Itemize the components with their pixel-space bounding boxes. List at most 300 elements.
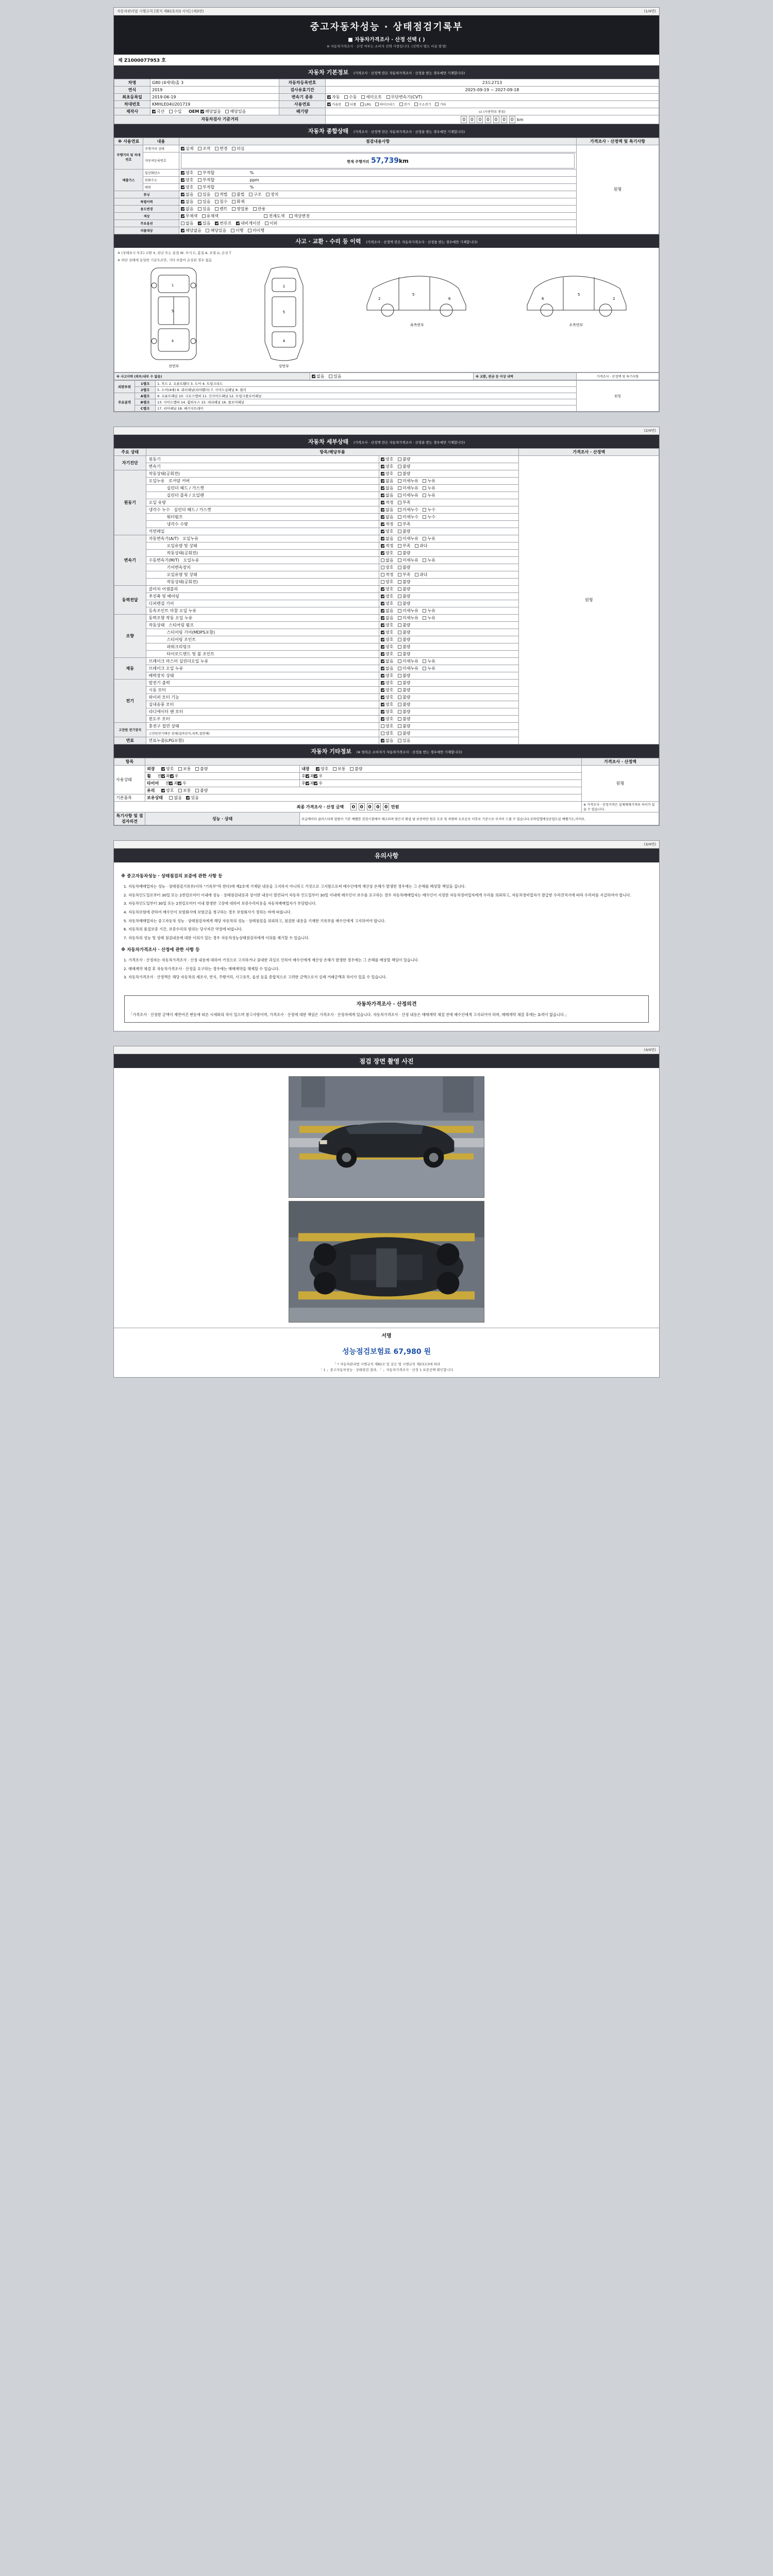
label-maker: 제작사: [114, 108, 150, 115]
checkbox-fuelleak-yes[interactable]: [398, 739, 401, 742]
value-main-options: 없음 있음 썬루프 내비게이션 이외: [179, 219, 577, 227]
checkbox-cylblock-minor[interactable]: [398, 494, 401, 497]
checkbox-glass-bad[interactable]: [195, 789, 199, 792]
checkbox-mtleak-minor[interactable]: [398, 558, 401, 562]
checkbox-atleak-none[interactable]: [381, 537, 384, 540]
damage-diagram: [114, 248, 659, 373]
checkbox-steerpump-bad[interactable]: [398, 623, 401, 627]
checkbox-wiper-ok[interactable]: [381, 696, 384, 699]
checkbox-atoil-low[interactable]: [398, 544, 401, 548]
checkbox-usage-government[interactable]: [253, 207, 257, 211]
item-steering-pump: 작동상태 스티어링 펌프: [146, 622, 379, 629]
checkbox-fuelleak-none[interactable]: [381, 739, 384, 742]
checkbox-fuel-gasoline[interactable]: [327, 103, 331, 106]
checkbox-atoil-ok[interactable]: [381, 544, 384, 548]
total-price-label: 최종 가격조사 · 산정 금액: [296, 805, 344, 810]
label-inspection-valid: 검사유효기간: [279, 86, 326, 93]
checkbox-gearshift-bad[interactable]: [398, 566, 401, 569]
svg-text:5: 5: [282, 310, 285, 315]
checkbox-special-fire[interactable]: [232, 200, 236, 204]
checkbox-powerlink-bad[interactable]: [398, 645, 401, 649]
group-high-voltage: 고전원 전기장치: [114, 723, 146, 737]
mileage-digit: 0: [485, 116, 491, 123]
total-digit: 0: [350, 803, 357, 810]
checkbox-mileage-actual[interactable]: [181, 147, 184, 150]
checkbox-mileage-tampered[interactable]: [198, 147, 201, 150]
checkbox-glass-good[interactable]: [161, 789, 165, 792]
checkbox-wheel-front-left[interactable]: [161, 774, 165, 778]
checkbox-starter-ok[interactable]: [381, 688, 384, 692]
checkbox-radfan-ok[interactable]: [381, 710, 384, 714]
page-2: [113, 427, 660, 826]
checkbox-tire-rear-right[interactable]: [314, 782, 317, 785]
checkbox-basic-yes[interactable]: [186, 796, 190, 800]
checkbox-color-achromatic[interactable]: [181, 214, 184, 218]
notice-item: 2. 자동차인도일로부터 30일 또는 2천킬로미터 이내에 성능 · 상태점검내용과 상이한 내용이 발견되어 자동차 인도일부터 30일 이내에 매수인이 보수를 요구하는 경우 자동차매매업자는 매수인이 지정한 자동차정비업자에게 수리를 의뢰하고, 자동차정비업자가 발급한 수리견적서에 따라 수리비를 지급하여야 합니다.: [128, 892, 652, 899]
checkbox-recall-done[interactable]: [231, 229, 234, 232]
checkbox-transmission-auto[interactable]: [327, 95, 331, 99]
diagram-note-1: ※ (상태표시 부호) 교환 X, 판금 또는 용접 W, 부식 C, 흠집 A, 요철 U, 손상 T: [117, 250, 231, 255]
checkbox-maker-domestic[interactable]: [152, 110, 156, 113]
checkbox-propshaft-bad[interactable]: [398, 595, 401, 598]
checkbox-tuning-device[interactable]: [266, 193, 270, 196]
value-water-pump: 없음 미세누수 누수: [379, 514, 519, 521]
total-digit: 0: [359, 803, 365, 810]
checkbox-gearshift-ok[interactable]: [381, 566, 384, 569]
checkbox-hvwiring-ok[interactable]: [381, 732, 384, 735]
col-other-item: 항목: [114, 758, 145, 766]
checkbox-tuning-yes[interactable]: [198, 193, 201, 196]
value-cyl-head: 없음 미세누유 누유: [379, 485, 519, 492]
checkbox-co-fail[interactable]: [198, 171, 201, 175]
checkbox-hc-ok[interactable]: [181, 178, 184, 182]
group-self-diagnosis: 자기진단: [114, 456, 146, 470]
checkbox-waterpump-minor[interactable]: [398, 515, 401, 519]
checkbox-smoke-ok[interactable]: [181, 185, 184, 189]
item-oil-level: 오일 유량: [146, 499, 379, 506]
value-gear-shift: 양호 불량: [379, 564, 519, 571]
item-alternator: 발전기 출력: [146, 680, 379, 687]
group-engine: 원동기: [114, 470, 146, 535]
mileage-unit: km: [517, 117, 524, 122]
rank-a: A랭크: [135, 393, 156, 399]
checkbox-windowmotor-ok[interactable]: [381, 717, 384, 721]
top-strip: [114, 8, 659, 15]
checkbox-atoil-high[interactable]: [415, 544, 418, 548]
checkbox-coolanthead-none[interactable]: [381, 508, 384, 512]
value-booster: 양호 불량: [379, 672, 519, 680]
row-glass: 유리 양호 보통 불량: [145, 787, 582, 794]
checkbox-recall-yes[interactable]: [206, 229, 209, 232]
value-vin: KMHLE04U201719: [150, 100, 279, 108]
value-smoke: 양호 부적합 %: [179, 183, 577, 191]
item-cyl-block: 실린더 블록 / 오일팬: [146, 492, 379, 499]
figure-caption: 전면부: [169, 364, 179, 369]
opinion-text: 보급에미터 클러스터의 말씀이 기본 예뻘한 검검시점에서 체크되며 맞은지 확실 낯 보증하단 원호 도로 및 차량의 도로운로 이후로 기준으로 부서이 드릴 수 있습니다.모바일앱에성공업도실 예뻘기도,아미로.: [300, 812, 659, 825]
checkbox-mtoil-ok[interactable]: [381, 573, 384, 577]
value-special-history: 없음 있음 침수 화재: [179, 198, 577, 205]
checkbox-interior-bad[interactable]: [350, 767, 354, 771]
page-number-4: (4/4면): [644, 1048, 656, 1053]
checkbox-accident-yes[interactable]: [329, 375, 332, 378]
checkbox-tuning-illegal[interactable]: [232, 193, 236, 196]
item-mt-idle: 작동상태(공회전): [146, 579, 379, 586]
checkbox-trans-diag-ok[interactable]: [381, 465, 384, 468]
checkbox-wheel-front-right[interactable]: [170, 774, 174, 778]
checkbox-mtoil-high[interactable]: [415, 573, 418, 577]
checkbox-waterpump-none[interactable]: [381, 515, 384, 519]
checkbox-mtleak-leak[interactable]: [423, 558, 426, 562]
notice-list-1: [128, 884, 652, 941]
checkbox-accident-none[interactable]: [312, 375, 315, 378]
checkbox-options-yes[interactable]: [198, 222, 201, 225]
checkbox-starter-bad[interactable]: [398, 688, 401, 692]
item-mileage-state: 주행거리 상태: [143, 145, 179, 152]
checkbox-fuel-hydrogen[interactable]: [414, 103, 418, 106]
value-current-mileage: [179, 152, 577, 169]
checkbox-steergear-ok[interactable]: [381, 631, 384, 634]
checkbox-psleak-minor[interactable]: [398, 616, 401, 620]
checkbox-basic-none[interactable]: [169, 796, 173, 800]
checkbox-color-fullrepaint[interactable]: [264, 214, 267, 218]
checkbox-tuning-structure[interactable]: [249, 193, 253, 196]
checkbox-usage-rent[interactable]: [215, 207, 219, 211]
checkbox-wheel-rear-right[interactable]: [314, 774, 317, 778]
value-mileage-state: 실제 조작 변경 의심: [179, 145, 577, 152]
item-usage-change: 용도변경: [114, 205, 179, 212]
figure-caption: 우측면부: [569, 323, 583, 328]
checkbox-rocker-minor[interactable]: [398, 479, 401, 483]
checkbox-co-ok[interactable]: [181, 171, 184, 175]
item-coolant-head: 냉각수 누수 실린더 헤드 / 가스켓: [146, 506, 379, 514]
item-at-oil-qty: 오일유량 및 상태: [146, 543, 379, 550]
checkbox-atidle-ok[interactable]: [381, 551, 384, 555]
item-smoke: 매연: [143, 183, 179, 191]
total-price-note: ※ 가격조사 · 산정가격은 실제매매가격과 차이가 있을 수 있습니다.: [582, 802, 659, 812]
checkbox-oillevel-low[interactable]: [398, 501, 401, 504]
checkbox-recall-none[interactable]: [181, 229, 184, 232]
checkbox-exterior-good[interactable]: [161, 767, 165, 771]
value-window-motor: 양호 불량: [379, 716, 519, 723]
notice-item: 1. 가격조사 · 산정자는 자동차가격조사 · 산정 내용에 대하여 거짓으로 고지하거나 중대한 과실로 인하여 매수인에게 재산상 손해가 발생한 경우에는 그 손해를 배상할 책임이 있습니다.: [128, 957, 652, 964]
checkbox-transmission-manual[interactable]: [344, 95, 348, 99]
value-steering-pump: 양호 불량: [379, 622, 519, 629]
item-propshaft: 추진축 및 베어링: [146, 593, 379, 600]
checkbox-waterpump-leak[interactable]: [423, 515, 426, 519]
checkbox-engine-idle-ok[interactable]: [381, 472, 384, 476]
rank-2: 2랭크: [135, 387, 156, 393]
checkbox-brakeoil-minor[interactable]: [398, 667, 401, 670]
checkbox-brakemaster-minor[interactable]: [398, 659, 401, 663]
checkbox-transmission-semiauto[interactable]: [361, 95, 365, 99]
checkbox-diffgear-ok[interactable]: [381, 602, 384, 605]
row-exterior: 외장 양호 보통 불량: [145, 766, 300, 773]
checkbox-interior-normal[interactable]: [333, 767, 337, 771]
checkbox-rocker-leak[interactable]: [423, 479, 426, 483]
form-reference: 자동차관리법 시행규칙 [별지 제82호의3 서식] (제3면): [117, 9, 204, 13]
checkbox-cvjoint-none[interactable]: [381, 609, 384, 613]
checkbox-clutch-ok[interactable]: [381, 587, 384, 591]
checkbox-chargeport-ok[interactable]: [381, 724, 384, 728]
checkbox-special-none[interactable]: [181, 200, 184, 204]
item-hv-wiring: 고전원전기배선 상태(접속단자,피복,절연체): [146, 730, 379, 737]
col-price-note: 가격조사 · 산정액 및 특기사항: [577, 138, 659, 145]
value-tuning: 없음 있음 적법 불법 구조 장치: [179, 191, 577, 198]
item-blower-motor: 실내송풍 모터: [146, 701, 379, 708]
checkbox-wheel-rear-left[interactable]: [306, 774, 309, 778]
row-tire: 타이어 전 좌 우: [145, 780, 300, 787]
rank-c: C랭크: [135, 405, 156, 412]
svg-text:2: 2: [612, 297, 615, 301]
checkbox-psleak-leak[interactable]: [423, 616, 426, 620]
other-info-table: [114, 758, 659, 825]
checkbox-options-sunroof[interactable]: [215, 222, 219, 225]
checkbox-cvjoint-minor[interactable]: [398, 609, 401, 613]
value-common-rail: 양호 불량: [379, 528, 519, 535]
checkbox-brakeoil-none[interactable]: [381, 667, 384, 670]
checkbox-steerpump-ok[interactable]: [381, 623, 384, 627]
value-mt-oil-qty: 적정 부족 과다: [379, 571, 519, 579]
value-transmission: 자동 수동 세미오토 무단변속기(CVT): [326, 93, 659, 100]
checkbox-hvwiring-bad[interactable]: [398, 732, 401, 735]
checkbox-fuel-other[interactable]: [435, 103, 439, 106]
checkbox-fuel-hybrid[interactable]: [375, 103, 379, 106]
checkbox-engine-diag-bad[interactable]: [398, 457, 401, 461]
checkbox-color-chromatic[interactable]: [202, 214, 206, 218]
checkbox-cylblock-none[interactable]: [381, 494, 384, 497]
checkbox-mileage-changed[interactable]: [215, 147, 219, 150]
checkbox-options-none[interactable]: [181, 222, 184, 225]
item-mt-leak: 수동변속기(M/T) 오일누유: [146, 557, 379, 564]
checkbox-brakemaster-none[interactable]: [381, 659, 384, 663]
checkbox-alternator-ok[interactable]: [381, 681, 384, 685]
checkbox-transmission-cvt[interactable]: [386, 95, 390, 99]
row-wheel-rear: 후 좌 우: [300, 773, 582, 780]
checkbox-tierod-ok[interactable]: [381, 652, 384, 656]
part-rank-table: [114, 380, 659, 412]
value-hv-wiring: 양호 불량: [379, 730, 519, 737]
section-other-info: 자동차 기타정보 (※ 항목은 소비자가 자동차가격조사 · 산정을 받는 경우에만 기재합니다): [114, 744, 659, 758]
checkbox-special-yes[interactable]: [198, 200, 201, 204]
value-vehicle-reg: 23도2713: [326, 79, 659, 86]
checkbox-chargeport-bad[interactable]: [398, 724, 401, 728]
item-special-history: 특별이력: [114, 198, 179, 205]
label-opinion-group: 성능 · 상태: [145, 812, 300, 825]
car-figure-left: [363, 265, 471, 328]
value-steering-joint: 양호 불량: [379, 636, 519, 643]
notice-item: 3. 자동차가격조사 · 산정액은 해당 자동차의 제조사, 연식, 주행거리, 사고유무, 옵션 등을 종합적으로 고려한 금액으로서 실제 거래금액과 차이가 있을 수 있습니다.: [128, 974, 652, 981]
document-title: 중고자동차성능 · 상태점검기록부: [310, 22, 463, 32]
value-cv-joint: 없음 미세누유 누유: [379, 607, 519, 615]
checkbox-wiper-bad[interactable]: [398, 696, 401, 699]
checkbox-oillevel-ok[interactable]: [381, 501, 384, 504]
checkbox-booster-ok[interactable]: [381, 674, 384, 677]
checkbox-steerjoint-ok[interactable]: [381, 638, 384, 641]
checkbox-atidle-bad[interactable]: [398, 551, 401, 555]
svg-text:4: 4: [282, 339, 285, 344]
checkbox-diffgear-bad[interactable]: [398, 602, 401, 605]
section-accident-history: 사고 · 교환 · 수리 등 이력 (가격조사 · 산정액 란은 자동차가격조사 · 산정을 받는 경우에만 기재합니다): [114, 234, 659, 248]
checkbox-tire-front-right[interactable]: [178, 782, 181, 785]
checkbox-propshaft-ok[interactable]: [381, 595, 384, 598]
checkbox-oem-none[interactable]: [200, 110, 204, 113]
checkbox-coolanthead-leak[interactable]: [423, 508, 426, 512]
checkbox-atleak-leak[interactable]: [423, 537, 426, 540]
checkbox-cylblock-leak[interactable]: [423, 494, 426, 497]
checkbox-mtleak-none[interactable]: [381, 558, 384, 562]
checkbox-clutch-bad[interactable]: [398, 587, 401, 591]
checkbox-windowmotor-bad[interactable]: [398, 717, 401, 721]
checkbox-maker-import[interactable]: [169, 110, 173, 113]
bottom-note-1: 「 * 자동차관리법 시행규칙 제82조 및 같은 법 시행규칙 제23조3에 따라: [332, 1362, 441, 1367]
checkbox-tuning-legal[interactable]: [215, 193, 219, 196]
svg-text:5: 5: [172, 309, 174, 314]
checkbox-mtidle-ok[interactable]: [381, 580, 384, 584]
detail-price-note: 원형: [519, 456, 659, 744]
checkbox-cylhead-leak[interactable]: [423, 486, 426, 490]
checkbox-atleak-minor[interactable]: [398, 537, 401, 540]
checkbox-recall-notdone[interactable]: [248, 229, 251, 232]
checkbox-usage-commercial[interactable]: [232, 207, 236, 211]
checkbox-alternator-bad[interactable]: [398, 681, 401, 685]
document-header-note: ※ 자동차가격조사 · 산정 여부는 소비자 선택 사항입니다. (선택시 별도 비용 발생): [326, 44, 447, 48]
item-steering-gear: 스티어링 기어(MDPS포함): [146, 629, 379, 636]
checkbox-tire-rear-left[interactable]: [306, 782, 309, 785]
col-accident-price-note: 가격조사 · 산정액 및 특기사항: [577, 373, 659, 380]
item-tie-rod: 타이로드엔드 및 볼 조인트: [146, 651, 379, 658]
checkbox-mtidle-bad[interactable]: [398, 580, 401, 584]
value-maker: 국산 수입 OEM 해당없음 해당있음: [150, 108, 279, 115]
figure-caption: 상면부: [278, 364, 289, 369]
value-coolant-qty: 적정 부족: [379, 521, 519, 528]
checkbox-oem-yes[interactable]: [225, 110, 229, 113]
checkbox-trans-diag-bad[interactable]: [398, 465, 401, 468]
checkbox-cvjoint-leak[interactable]: [423, 609, 426, 613]
page-1: [113, 7, 660, 412]
checkbox-glass-normal[interactable]: [178, 789, 182, 792]
item-steering-joint: 스티어링 조인트: [146, 636, 379, 643]
total-digit: 0: [375, 803, 381, 810]
checkbox-cylhead-minor[interactable]: [398, 486, 401, 490]
svg-text:1: 1: [282, 284, 285, 289]
row-basic-items: 보유상태 없음 있음: [145, 794, 582, 802]
checkbox-commonrail-bad[interactable]: [398, 530, 401, 533]
notice-item: 2. 매매계약 체결 후 자동차가격조사 · 산정을 요구하는 경우에는 매매계약을 해제할 수 있습니다.: [128, 966, 652, 973]
checkbox-smoke-fail[interactable]: [198, 185, 201, 189]
checkbox-coolantqty-low[interactable]: [398, 522, 401, 526]
value-cyl-block: 없음 미세누유 누유: [379, 492, 519, 499]
checkbox-hc-fail[interactable]: [198, 178, 201, 182]
checkbox-cylhead-none[interactable]: [381, 486, 384, 490]
checkbox-steerjoint-bad[interactable]: [398, 638, 401, 641]
value-fuel-leak: 없음 있음: [379, 737, 519, 744]
group-outer-panel: 외판부위: [114, 381, 135, 393]
checkbox-exterior-normal[interactable]: [178, 767, 182, 771]
mileage-digit: 0: [509, 116, 515, 123]
checkbox-commonrail-ok[interactable]: [381, 530, 384, 533]
col-content: 내용: [143, 138, 179, 145]
current-mileage-value: 57,739: [371, 156, 399, 165]
checkbox-options-other[interactable]: [265, 222, 268, 225]
checkbox-usage-yes[interactable]: [198, 207, 201, 211]
section-detail-state: 자동차 세부상태 (가격조사 · 산정액 란은 자동차가격조사 · 산정을 받는 경우에만 기재합니다): [114, 435, 659, 448]
item-brake-oil: 브레이크 오일 누유: [146, 665, 379, 672]
checkbox-options-navigation[interactable]: [236, 222, 240, 225]
group-braking: 제동: [114, 658, 146, 680]
car-figure-top: [256, 265, 312, 369]
value-standard-mileage: [326, 115, 659, 124]
item-engine-diag: 원동기: [146, 456, 379, 463]
value-color: 무채색 유채색 전체도색 색상변경: [179, 212, 577, 219]
checkbox-blower-bad[interactable]: [398, 703, 401, 706]
value-first-reg: 2019-06-19: [150, 93, 279, 100]
checkbox-psleak-none[interactable]: [381, 616, 384, 620]
value-brake-master: 없음 미세누유 누유: [379, 658, 519, 665]
value-wiper-motor: 양호 불량: [379, 694, 519, 701]
checkbox-engine-idle-bad[interactable]: [398, 472, 401, 476]
item-at-leak: 자동변속기(A/T) 오일누유: [146, 535, 379, 543]
checkbox-tire-front-left[interactable]: [169, 782, 173, 785]
signature-row[interactable]: 서명: [114, 1328, 659, 1342]
col-detail-price: 가격조사 · 산정액: [519, 449, 659, 456]
checkbox-coolanthead-minor[interactable]: [398, 508, 401, 512]
checkbox-mileage-suspect[interactable]: [232, 147, 236, 150]
checkbox-fuel-electric[interactable]: [399, 103, 403, 106]
checkbox-tierod-bad[interactable]: [398, 652, 401, 656]
checkbox-mtoil-low[interactable]: [398, 573, 401, 577]
item-vehicle-reg-state: 자동차등록번호: [143, 152, 179, 169]
value-coolant-head: 없음 미세누수 누수: [379, 506, 519, 514]
checkbox-blower-ok[interactable]: [381, 703, 384, 706]
checkbox-booster-bad[interactable]: [398, 674, 401, 677]
item-engine-idle: 작동상태(공회전): [146, 470, 379, 478]
value-engine-diag: 양호 불량: [379, 456, 519, 463]
checkbox-fuel-lpg[interactable]: [360, 103, 364, 106]
checkbox-brakemaster-leak[interactable]: [423, 659, 426, 663]
checkbox-special-flood[interactable]: [215, 200, 219, 204]
checkbox-fuel-diesel[interactable]: [345, 103, 349, 106]
value-steering-gear: 양호 불량: [379, 629, 519, 636]
checkbox-rocker-none[interactable]: [381, 479, 384, 483]
checkbox-tuning-none[interactable]: [181, 193, 184, 196]
row-tire-rear: 후 좌 우: [300, 780, 582, 787]
item-booster: 배력장치 상태: [146, 672, 379, 680]
rank-b: B랭크: [135, 399, 156, 405]
checkbox-powerlink-ok[interactable]: [381, 645, 384, 649]
item-hc: 탄화수소: [143, 176, 179, 183]
checkbox-radfan-bad[interactable]: [398, 710, 401, 714]
value-starter: 양호 불량: [379, 687, 519, 694]
checkbox-exterior-bad[interactable]: [195, 767, 199, 771]
col-usefuel: ※ 사용연료: [114, 138, 143, 145]
notice-item: 5. 자동차매매업자는 중고자동차 성능 · 상태점검자에게 해당 자동차의 성능 · 상태점검을 의뢰하고, 점검한 내용을 기재한 기록부를 매수인에게 고지하여야 합니다.: [128, 918, 652, 925]
item-color: 색상: [114, 212, 179, 219]
checkbox-interior-good[interactable]: [316, 767, 320, 771]
value-at-oil-qty: 적정 부족 과다: [379, 543, 519, 550]
checkbox-brakeoil-leak[interactable]: [423, 667, 426, 670]
page-number-3: (3/4면): [644, 842, 656, 847]
checkbox-usage-none[interactable]: [181, 207, 184, 211]
item-tuning: 튜닝: [114, 191, 179, 198]
checkbox-engine-diag-ok[interactable]: [381, 457, 384, 461]
group-use-state: 사용상태: [114, 766, 145, 794]
label-oem: OEM: [189, 109, 199, 114]
checkbox-color-changed[interactable]: [289, 214, 293, 218]
mileage-digit: 0: [501, 116, 507, 123]
checkbox-coolantqty-ok[interactable]: [381, 522, 384, 526]
diagram-note-2: ※ 하단 상태에 동일한 기준으로만, 기타 부품이 손상된 경우 없음: [117, 258, 212, 262]
checkbox-steergear-bad[interactable]: [398, 631, 401, 634]
